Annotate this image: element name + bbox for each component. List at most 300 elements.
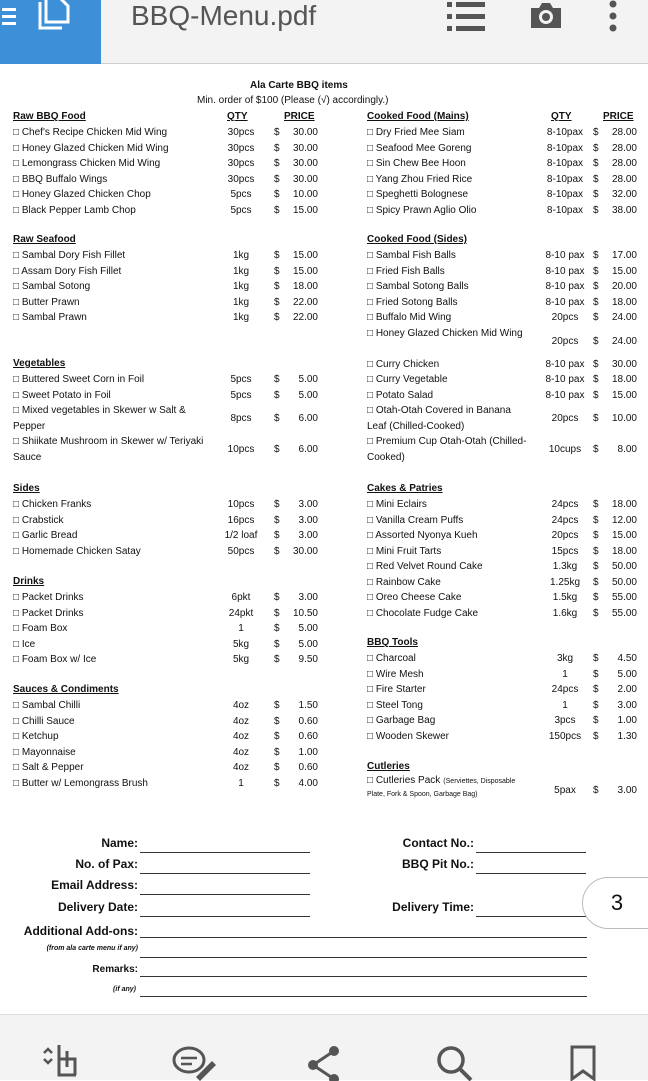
item-price: [274, 187, 318, 203]
item-price-value: 30.00: [292, 173, 318, 185]
item-name: [13, 745, 213, 761]
menu-item-row[interactable]: [367, 156, 648, 172]
item-price-value: 1.00: [617, 715, 637, 726]
item-price-value: 28.00: [611, 142, 637, 154]
contact-label: Contact No.:: [402, 836, 474, 850]
dollar-sign: $: [593, 444, 599, 455]
item-name-text: □ Honey Glazed Chicken Mid Wing: [367, 327, 523, 339]
menu-item-row[interactable]: [13, 544, 318, 560]
item-price-value: 22.00: [292, 296, 318, 308]
item-name: [367, 590, 527, 606]
section-heading: Vegetables: [13, 358, 66, 369]
menu-item-row[interactable]: [367, 372, 648, 388]
comment-icon[interactable]: [172, 1045, 216, 1081]
dollar-sign: $: [593, 545, 599, 557]
item-price-value: 9.50: [298, 654, 318, 665]
item-name-text: □ Packet Drinks: [13, 607, 84, 619]
item-name: [13, 528, 213, 544]
menu-item-row[interactable]: [13, 172, 318, 188]
addons-line-2[interactable]: [140, 957, 587, 958]
dollar-sign: $: [593, 281, 599, 292]
item-name: [13, 590, 213, 606]
item-name-text: □ Butter Prawn: [13, 296, 80, 308]
menu-item-row[interactable]: [367, 141, 648, 157]
item-price: [274, 544, 318, 560]
dollar-sign: $: [274, 762, 280, 773]
item-name: [367, 559, 527, 575]
dollar-sign: $: [274, 173, 280, 185]
item-name: [13, 372, 213, 388]
item-name: [13, 513, 213, 529]
item-name-text: □ Crabstick: [13, 514, 64, 526]
section-heading: Raw Seafood: [13, 234, 76, 245]
item-price: [274, 776, 318, 792]
menu-item-row[interactable]: [367, 310, 648, 326]
menu-item-row[interactable]: [13, 295, 318, 311]
price-header: PRICE: [603, 111, 634, 122]
item-name-text: □ Cutleries Pack: [367, 775, 441, 786]
item-name-text: □ Premium Cup Otah-Otah (Chilled-Cooked): [367, 436, 527, 463]
item-price-value: 4.50: [617, 653, 637, 664]
item-price-value: 4.00: [298, 777, 318, 789]
item-name-text: □ Garlic Bread: [13, 530, 78, 541]
item-price-value: 17.00: [611, 250, 637, 261]
item-price: [593, 682, 637, 698]
item-qty: 8-10pax: [546, 189, 584, 200]
item-name-text: □ Sin Chew Bee Hoon: [367, 158, 466, 169]
item-price: [274, 698, 318, 714]
item-price-value: 15.00: [611, 530, 637, 541]
document-title: BBQ-Menu.pdf: [131, 0, 317, 31]
dollar-sign: $: [274, 250, 280, 261]
menu-item-row[interactable]: [367, 388, 648, 404]
dollar-sign: $: [274, 545, 280, 557]
delivery-time-label: Delivery Time:: [392, 900, 474, 914]
item-price: [274, 729, 318, 745]
dollar-sign: $: [593, 785, 599, 796]
item-qty: 24pcs: [551, 499, 579, 510]
menu-item-row[interactable]: [13, 760, 318, 776]
contact-line[interactable]: [476, 852, 586, 853]
item-name: [13, 248, 213, 264]
pdf-page[interactable]: [0, 64, 648, 1014]
menu-item-row[interactable]: [367, 575, 648, 591]
item-price: [593, 559, 637, 575]
menu-item-row[interactable]: [13, 125, 318, 141]
email-label: Email Address:: [51, 878, 138, 892]
menu-item-row[interactable]: [13, 590, 318, 606]
qty-header: QTY: [227, 111, 248, 122]
pax-label: No. of Pax:: [75, 857, 138, 871]
item-price-value: 22.00: [292, 312, 318, 323]
item-name-text: □ Ice: [13, 638, 36, 650]
item-price: [593, 497, 637, 513]
item-name-text: □ Chocolate Fudge Cake: [367, 607, 479, 619]
menu-item-row[interactable]: [367, 667, 648, 683]
item-qty: 3pcs: [554, 715, 576, 726]
menu-item-row[interactable]: [13, 279, 318, 295]
item-qty: 16pcs: [227, 514, 255, 526]
item-price: [593, 651, 637, 667]
item-qty: 50pcs: [227, 545, 255, 557]
top-toolbar: [0, 0, 648, 64]
menu-item-row[interactable]: [13, 388, 318, 404]
item-name: [367, 667, 527, 683]
item-name: [13, 434, 213, 465]
dollar-sign: $: [274, 204, 280, 216]
item-qty: 10pcs: [227, 499, 255, 510]
addons-line-1[interactable]: [140, 937, 587, 938]
item-name-text: □ Sweet Potato in Foil: [13, 389, 111, 401]
page-number-indicator[interactable]: 3: [582, 877, 648, 929]
item-price-value: 10.00: [292, 189, 318, 200]
item-price: [593, 310, 637, 326]
item-qty: 15pcs: [551, 545, 579, 557]
item-name-text: □ Buttered Sweet Corn in Foil: [13, 374, 145, 385]
item-name-text: □ Otah-Otah Covered in Banana Leaf (Chilled-Cooked): [367, 405, 511, 432]
camera-icon[interactable]: [529, 2, 563, 30]
dollar-sign: $: [274, 654, 280, 665]
item-qty: 8pcs: [230, 413, 252, 424]
section-heading: Sides: [13, 483, 40, 494]
item-price: [274, 745, 318, 761]
item-name: [13, 776, 213, 792]
list-icon[interactable]: [447, 0, 485, 34]
addons-note: (from ala carte menu if any): [46, 945, 138, 952]
item-name: [367, 497, 527, 513]
left-section: [13, 682, 318, 791]
item-price: [274, 248, 318, 264]
menu-item-row[interactable]: [367, 544, 648, 560]
item-qty: 30pcs: [227, 158, 255, 169]
delivery-time-line[interactable]: [476, 916, 586, 917]
section-heading: Cooked Food (Sides): [367, 234, 467, 245]
item-qty: 8-10 pax: [545, 281, 585, 292]
item-name-text: □ Lemongrass Chicken Mid Wing: [13, 158, 161, 169]
item-qty: 20pcs: [551, 312, 579, 323]
item-price-value: 30.00: [292, 158, 318, 169]
menu-item-row[interactable]: [13, 497, 318, 513]
item-price-value: 5.00: [298, 623, 318, 634]
item-price: [274, 372, 318, 388]
item-price: [593, 334, 637, 350]
section-heading: Drinks: [13, 576, 45, 587]
pax-line[interactable]: [140, 873, 310, 874]
remarks-label: Remarks:: [92, 964, 138, 975]
item-price: [274, 125, 318, 141]
menu-item-row[interactable]: [13, 372, 318, 388]
dollar-sign: $: [593, 607, 599, 619]
item-qty: 8-10pax: [546, 127, 584, 138]
item-qty: 4oz: [232, 731, 250, 742]
dollar-sign: $: [593, 312, 599, 323]
remarks-note: (if any): [113, 986, 136, 993]
left-section: [13, 109, 318, 218]
price-header: PRICE: [284, 111, 315, 122]
menu-item-row[interactable]: [367, 326, 648, 357]
item-qty: 30pcs: [227, 173, 255, 185]
remarks-line-2[interactable]: [140, 996, 587, 997]
item-name: [367, 698, 527, 714]
item-price: [593, 606, 637, 622]
menu-item-row[interactable]: [367, 279, 648, 295]
bookmark-icon[interactable]: [569, 1045, 597, 1081]
menu-item-row[interactable]: [13, 403, 318, 434]
item-price-value: 5.00: [298, 638, 318, 650]
menu-item-row[interactable]: [13, 637, 318, 653]
item-name: [367, 279, 527, 295]
name-line[interactable]: [140, 852, 310, 853]
menu-item-row[interactable]: [13, 698, 318, 714]
item-price: [274, 621, 318, 637]
item-name-text: □ Foam Box w/ Ice: [13, 654, 97, 665]
item-name: [13, 760, 213, 776]
item-qty: 1: [238, 777, 244, 789]
search-icon[interactable]: [435, 1045, 475, 1081]
menu-item-row[interactable]: [367, 729, 648, 745]
menu-item-row[interactable]: [13, 652, 318, 668]
menu-item-row[interactable]: [367, 775, 648, 806]
dollar-sign: $: [274, 444, 280, 455]
menu-item-row[interactable]: [367, 651, 648, 667]
item-price-value: 30.00: [611, 358, 637, 370]
section-heading: Sauces & Condiments: [13, 684, 119, 695]
menu-item-row[interactable]: [367, 682, 648, 698]
item-qty: 8-10pax: [546, 142, 584, 154]
item-name-text: □ Packet Drinks: [13, 592, 84, 603]
item-qty: 5pcs: [230, 189, 252, 200]
item-name: [13, 310, 213, 326]
dollar-sign: $: [593, 730, 599, 742]
item-qty: 8-10pax: [546, 158, 584, 169]
item-name: [367, 575, 527, 591]
dollar-sign: $: [593, 158, 599, 169]
item-price-value: 1.00: [298, 746, 318, 758]
item-name-text: □ Shiikate Mushroom in Skewer w/ Teriyaki Sauce: [13, 436, 204, 463]
item-price: [593, 590, 637, 606]
menu-item-row[interactable]: [13, 203, 318, 219]
item-price-value: 38.00: [611, 204, 637, 216]
item-qty: 5pcs: [230, 374, 252, 385]
item-name-text: □ Mayonnaise: [13, 746, 76, 758]
item-qty: 150pcs: [548, 730, 582, 742]
item-qty: 1kg: [232, 296, 250, 308]
item-qty: 1: [238, 623, 244, 634]
left-section: [13, 356, 318, 465]
menu-item-row[interactable]: [367, 559, 648, 575]
dollar-sign: $: [274, 312, 280, 323]
menu-item-row[interactable]: [367, 434, 648, 465]
menu-item-row[interactable]: [367, 187, 648, 203]
item-qty: 5pcs: [230, 204, 252, 216]
item-price: [274, 442, 318, 458]
item-name: [13, 403, 213, 434]
item-name-text: □ Garbage Bag: [367, 715, 436, 726]
item-price: [593, 388, 637, 404]
item-name-text: □ Sambal Prawn: [13, 312, 87, 323]
item-qty: 8-10 pax: [545, 296, 585, 308]
menu-item-row[interactable]: [13, 434, 318, 465]
menu-item-row[interactable]: [367, 357, 648, 373]
dollar-sign: $: [593, 653, 599, 664]
item-price-value: 15.00: [611, 265, 637, 277]
item-name: [13, 141, 213, 157]
dollar-sign: $: [593, 530, 599, 541]
item-price: [274, 528, 318, 544]
menu-item-row[interactable]: [13, 156, 318, 172]
menu-item-row[interactable]: [367, 513, 648, 529]
menu-item-row[interactable]: [367, 606, 648, 622]
two-page-icon[interactable]: [42, 1045, 82, 1079]
item-name-text: □ Buffalo Mid Wing: [367, 312, 452, 323]
dollar-sign: $: [274, 374, 280, 385]
item-qty: 1/2 loaf: [224, 530, 258, 541]
item-price: [593, 544, 637, 560]
item-qty: 24pkt: [228, 607, 254, 619]
item-name: [13, 637, 213, 653]
item-name-note: (Serviettes, Disposable Plate, Fork & Spoon, Garbage Bag): [367, 778, 516, 798]
dollar-sign: $: [274, 592, 280, 603]
menu-item-row[interactable]: [13, 621, 318, 637]
item-price: [593, 172, 637, 188]
remarks-line-1[interactable]: [140, 976, 587, 977]
menu-item-row[interactable]: [367, 713, 648, 729]
item-price: [274, 172, 318, 188]
dollar-sign: $: [274, 499, 280, 510]
item-name-text: □ Mixed vegetables in Skewer w Salt & Pepper: [13, 405, 186, 432]
menu-item-row[interactable]: [13, 745, 318, 761]
item-name: [367, 434, 527, 465]
item-qty: 24pcs: [551, 514, 579, 526]
dollar-sign: $: [593, 250, 599, 261]
email-line[interactable]: [140, 894, 310, 895]
menu-item-row[interactable]: [367, 497, 648, 513]
more-icon[interactable]: [608, 0, 618, 34]
item-name: [367, 156, 527, 172]
item-price: [593, 528, 637, 544]
item-price: [593, 729, 637, 745]
menu-item-row[interactable]: [13, 528, 318, 544]
menu-item-row[interactable]: [13, 187, 318, 203]
dollar-sign: $: [593, 204, 599, 216]
menu-item-row[interactable]: [367, 203, 648, 219]
item-name: [367, 682, 527, 698]
item-name-text: □ Fried Fish Balls: [367, 265, 445, 277]
item-price-value: 3.00: [298, 499, 318, 510]
dollar-sign: $: [274, 638, 280, 650]
right-section: [367, 109, 648, 218]
item-name-text: □ Honey Glazed Chicken Chop: [13, 189, 151, 200]
menu-item-row[interactable]: [13, 513, 318, 529]
item-name: [367, 264, 527, 280]
menu-item-row[interactable]: [13, 310, 318, 326]
dollar-sign: $: [593, 189, 599, 200]
dollar-sign: $: [274, 281, 280, 292]
item-price-value: 12.00: [611, 514, 637, 526]
item-price-value: 0.60: [298, 715, 318, 727]
menu-item-row[interactable]: [13, 141, 318, 157]
item-qty: 8-10 pax: [545, 389, 585, 401]
item-name-text: □ Sambal Sotong: [13, 281, 91, 292]
item-price: [274, 141, 318, 157]
item-price: [274, 310, 318, 326]
menu-item-row[interactable]: [367, 264, 648, 280]
item-name-text: □ BBQ Buffalo Wings: [13, 173, 108, 185]
item-price-value: 55.00: [611, 592, 637, 603]
left-section: [13, 232, 318, 326]
item-price-value: 30.00: [292, 545, 318, 557]
item-qty: 1.5kg: [552, 592, 578, 603]
item-name: [367, 388, 527, 404]
left-section: [13, 574, 318, 668]
item-name-text: □ Foam Box: [13, 623, 68, 634]
dollar-sign: $: [274, 700, 280, 711]
item-price-value: 50.00: [611, 561, 637, 572]
item-price-value: 15.00: [292, 204, 318, 216]
dollar-sign: $: [593, 576, 599, 588]
dollar-sign: $: [274, 530, 280, 541]
item-price: [274, 156, 318, 172]
item-name-text: □ Assorted Nyonya Kueh: [367, 530, 478, 541]
menu-item-row[interactable]: [13, 776, 318, 792]
item-name-text: □ Black Pepper Lamb Chop: [13, 204, 136, 216]
menu-item-row[interactable]: [13, 729, 318, 745]
item-price: [274, 388, 318, 404]
item-price: [593, 713, 637, 729]
item-qty: 20pcs: [551, 413, 579, 424]
right-section: [367, 232, 648, 465]
menu-item-row[interactable]: [13, 714, 318, 730]
dollar-sign: $: [593, 514, 599, 526]
item-price-value: 18.00: [611, 499, 637, 510]
menu-item-row[interactable]: [367, 698, 648, 714]
menu-item-row[interactable]: [367, 590, 648, 606]
item-price-value: 8.00: [617, 444, 637, 455]
menu-item-row[interactable]: [13, 606, 318, 622]
menu-item-row[interactable]: [367, 295, 648, 311]
menu-item-row[interactable]: [367, 528, 648, 544]
menu-item-row[interactable]: [367, 172, 648, 188]
item-price-value: 50.00: [611, 576, 637, 588]
delivery-date-line[interactable]: [140, 916, 310, 917]
dollar-sign: $: [274, 265, 280, 277]
menu-item-row[interactable]: [367, 125, 648, 141]
menu-item-row[interactable]: [13, 248, 318, 264]
item-price-value: 18.00: [292, 281, 318, 292]
item-price: [274, 714, 318, 730]
menu-item-row[interactable]: [367, 248, 648, 264]
item-price-value: 0.60: [298, 731, 318, 742]
dollar-sign: $: [593, 265, 599, 277]
share-icon[interactable]: [305, 1045, 341, 1081]
menu-item-row[interactable]: [367, 403, 648, 434]
item-name: [367, 372, 527, 388]
item-price-value: 10.50: [292, 607, 318, 619]
dollar-sign: $: [274, 127, 280, 138]
item-price: [593, 372, 637, 388]
item-name: [13, 388, 213, 404]
menu-item-row[interactable]: [13, 264, 318, 280]
dollar-sign: $: [593, 561, 599, 572]
bbq-pit-label: BBQ Pit No.:: [402, 857, 474, 871]
item-price: [593, 279, 637, 295]
bbq-pit-line[interactable]: [476, 873, 586, 874]
item-price-value: 3.00: [617, 699, 637, 711]
qty-header: QTY: [551, 111, 572, 122]
sidebar-toggle[interactable]: [0, 0, 101, 64]
item-price-value: 5.00: [298, 374, 318, 385]
item-name: [367, 326, 527, 342]
